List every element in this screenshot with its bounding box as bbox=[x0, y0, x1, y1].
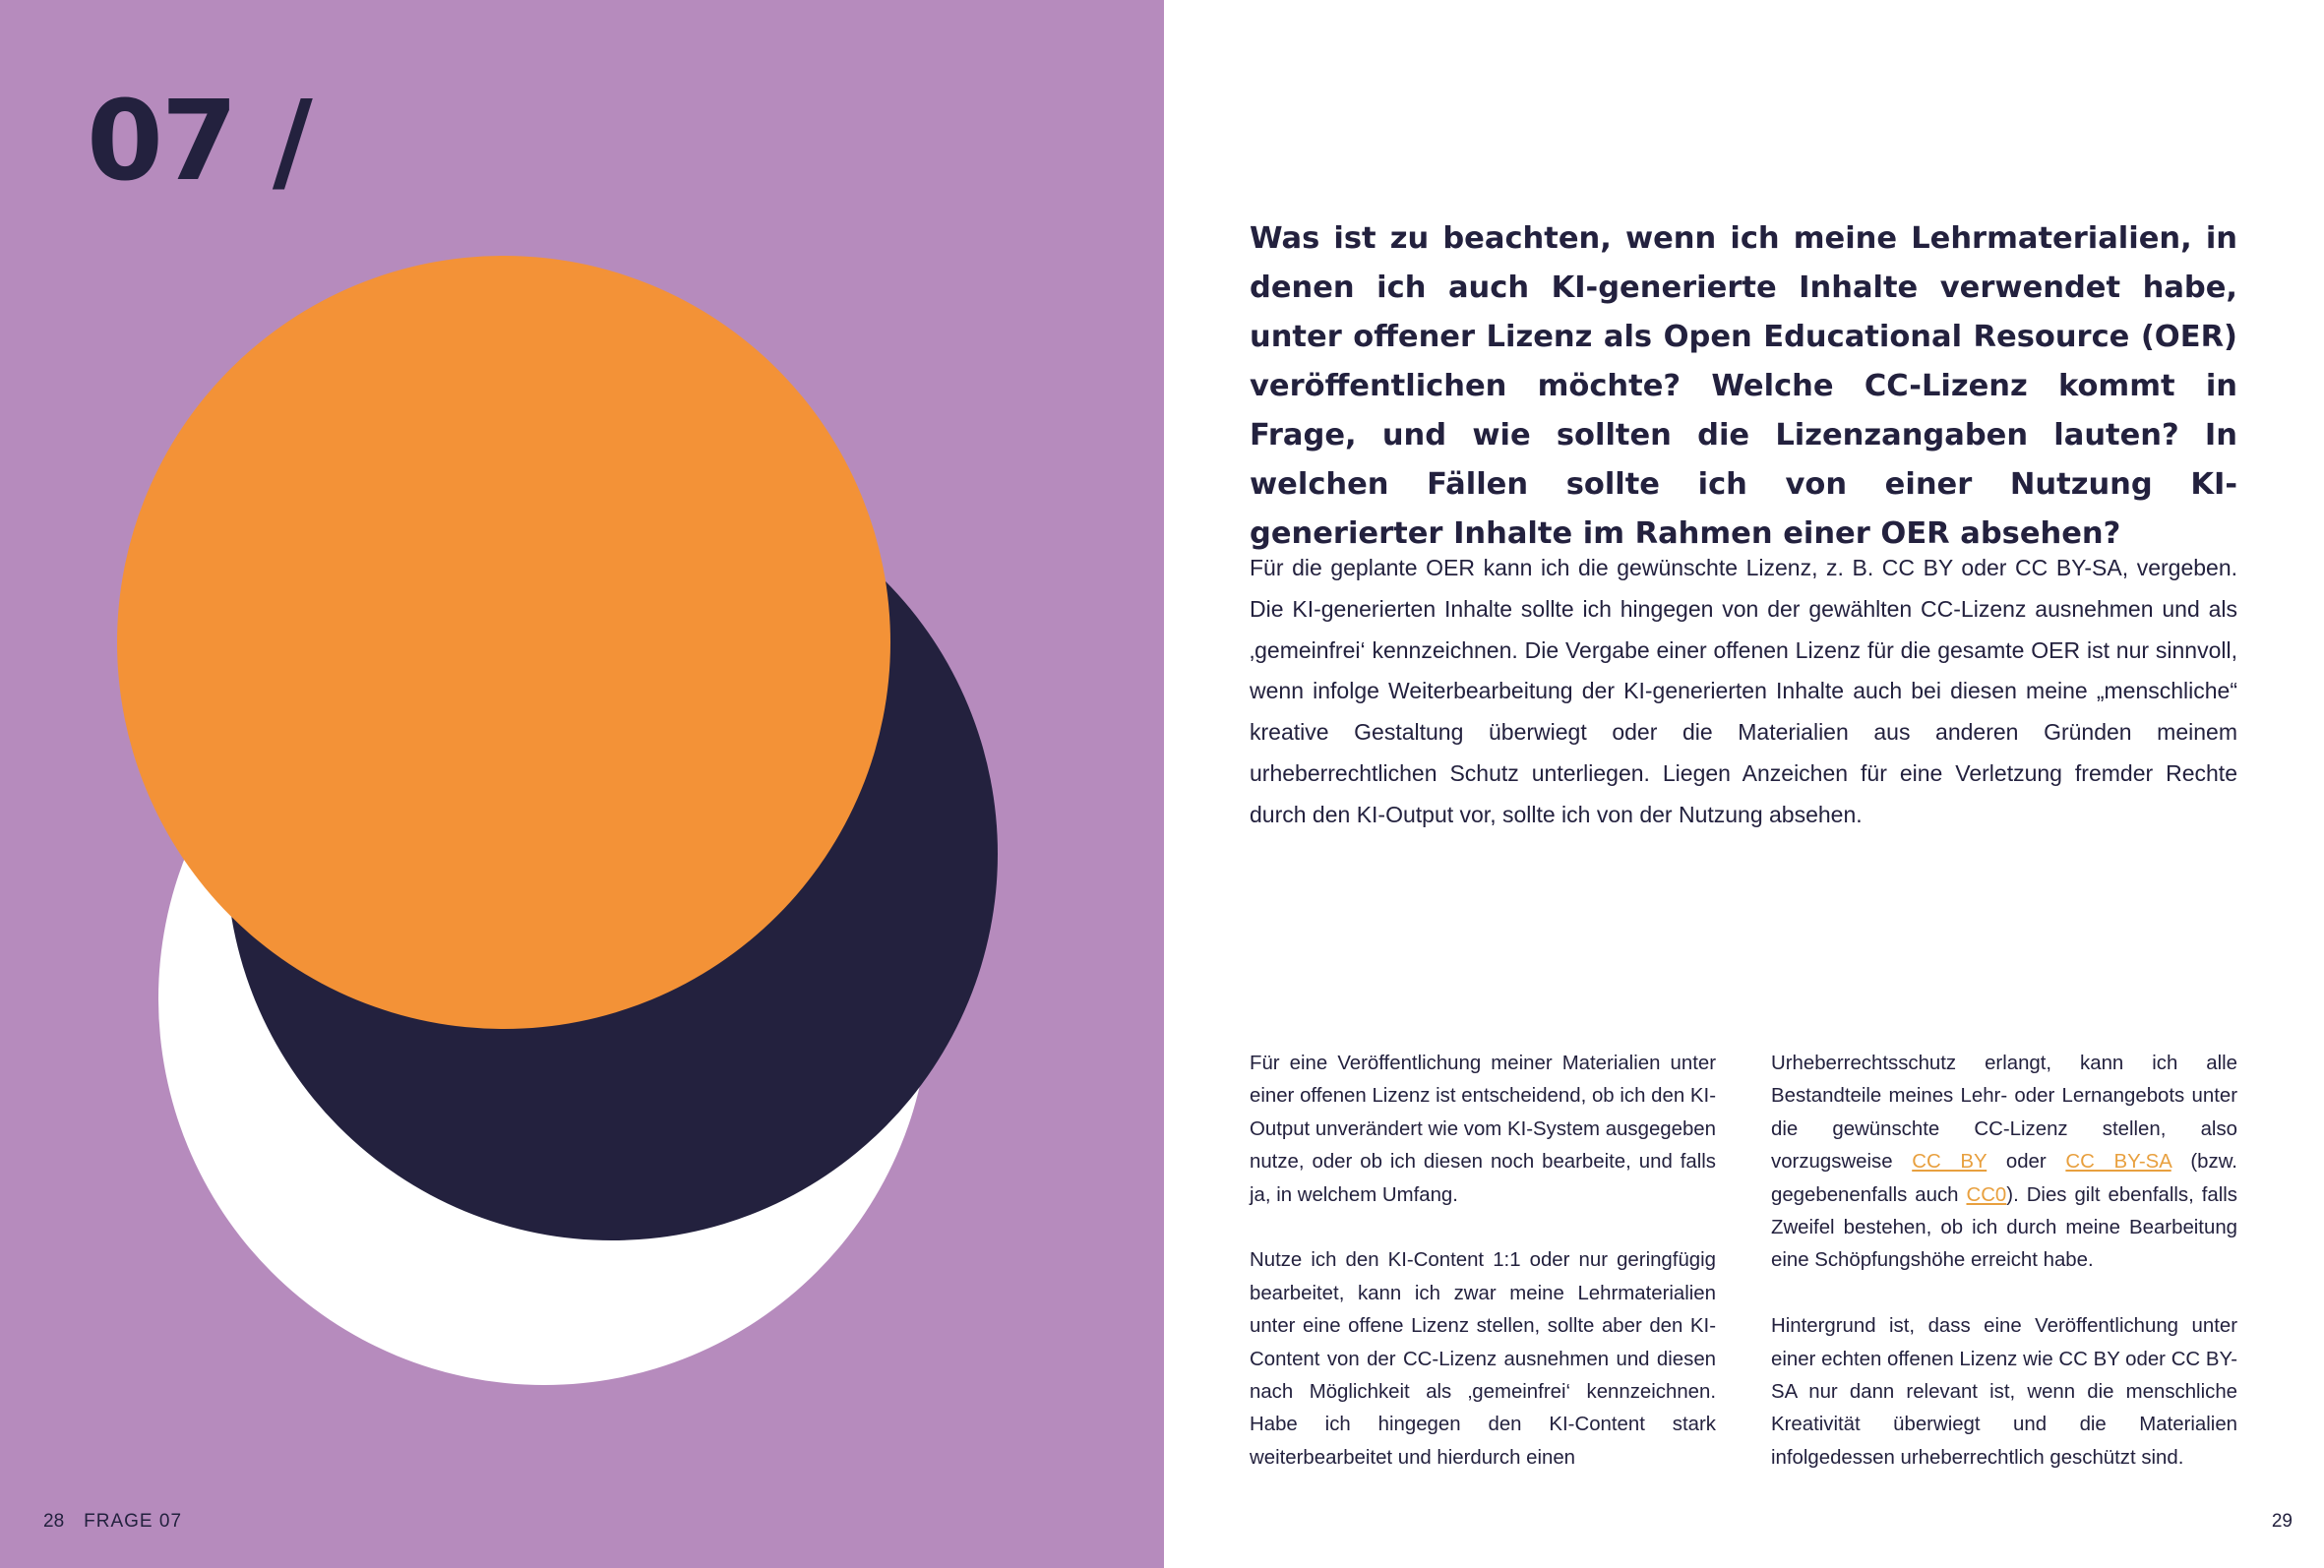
column-2-text-end: ). Dies gilt ebenfalls, falls Zweifel bestehen, ob ich durch meine Bearbeitung eine Schöpfungshöhe erreicht habe. bbox=[1771, 1183, 2238, 1272]
column-1-paragraph-2: Nutze ich den KI-Content 1:1 oder nur geringfügig bearbeitet, kann ich zwar meine Lehrmaterialien unter eine offene Lizenz stellen, sollte aber den KI-Content von der CC-Lizenz ausnehmen und diesen nach Möglichkeit als ‚gemeinfrei‘ kennzeichnen. Habe ich hingegen den KI-Content stark weiterbearbeitet und hierdurch einen bbox=[1250, 1249, 1716, 1469]
column-2-paragraph-1 bbox=[1771, 1048, 2237, 1278]
page-number-right: 29 bbox=[2271, 1511, 2293, 1532]
column-2-text-start: Urheberrechtsschutz erlangt, kann ich alle Bestandteile meines Lehr- oder Lernangebots unter die gewünschte CC-Lizenz stellen, also vorzugsweise bbox=[1771, 1053, 2237, 1174]
column-1-paragraph-1: Für eine Veröffentlichung meiner Materialien unter einer offenen Lizenz ist entscheidend, ob ich den KI-Output unverändert wie vom KI-System ausgegeben nutze, oder ob ich diesen noch bearbeite, und falls ja, in welchem Umfang. bbox=[1250, 1053, 1716, 1206]
cc0-link[interactable]: CC0 bbox=[1966, 1183, 2007, 1206]
chapter-number: 07 / bbox=[87, 78, 311, 206]
section-label: FRAGE 07 bbox=[84, 1511, 183, 1532]
cc-by-link[interactable]: CC BY bbox=[1912, 1151, 1988, 1174]
page-number-left: 28 bbox=[43, 1511, 65, 1532]
footer-left bbox=[43, 1511, 182, 1533]
column-2-text-bzw: (bzw. gegebenenfalls auch bbox=[1771, 1151, 2237, 1206]
text-column-2 bbox=[1771, 1048, 2237, 1475]
column-2-text-oder: oder bbox=[1987, 1151, 2066, 1174]
orange-circle bbox=[117, 256, 890, 1029]
answer-summary: Für die geplante OER kann ich die gewünschte Lizenz, z. B. CC BY oder CC BY-SA, vergeben. Die KI-generierten Inhalte sollte ich hingegen von der gewählten CC-Lizenz ausnehmen und als ‚gemeinfrei‘ kennzeichnen. Die Vergabe einer offenen Lizenz für die gesamte OER ist nur sinnvoll, wenn infolge Weiterbearbeitung der KI-generierten Inhalte auch bei diesen meine „menschliche“ kreative Gestaltung überwiegt oder die Materialien aus anderen Gründen meinem urheberrechtlichen Schutz unterliegen. Liegen Anzeichen für eine Verletzung fremder Rechte durch den KI-Output vor, sollte ich von der Nutzung absehen. bbox=[1250, 555, 2237, 827]
column-2-paragraph-2: Hintergrund ist, dass eine Veröffentlichung unter einer echten offenen Lizenz wie CC BY oder CC BY-SA nur dann relevant ist, wenn die menschliche Kreativität überwiegt und die Materialien infolgedessen urheberrechtlich geschützt sind. bbox=[1771, 1315, 2237, 1469]
question-heading: Was ist zu beachten, wenn ich meine Lehrmaterialien, in denen ich auch KI-generierte Inhalte verwendet habe, unter offener Lizenz als Open Educational Resource (OER) veröffentlichen möchte? Welche CC-Lizenz kommt in Frage, und wie sollten die Lizenzangaben lauten? In welchen Fällen sollte ich von einer Nutzung KI-generierter Inhalte im Rahmen einer OER absehen? bbox=[1250, 221, 2237, 551]
cc-by-sa-link[interactable]: CC BY-SA bbox=[2065, 1151, 2171, 1174]
text-column-1 bbox=[1250, 1048, 1716, 1475]
